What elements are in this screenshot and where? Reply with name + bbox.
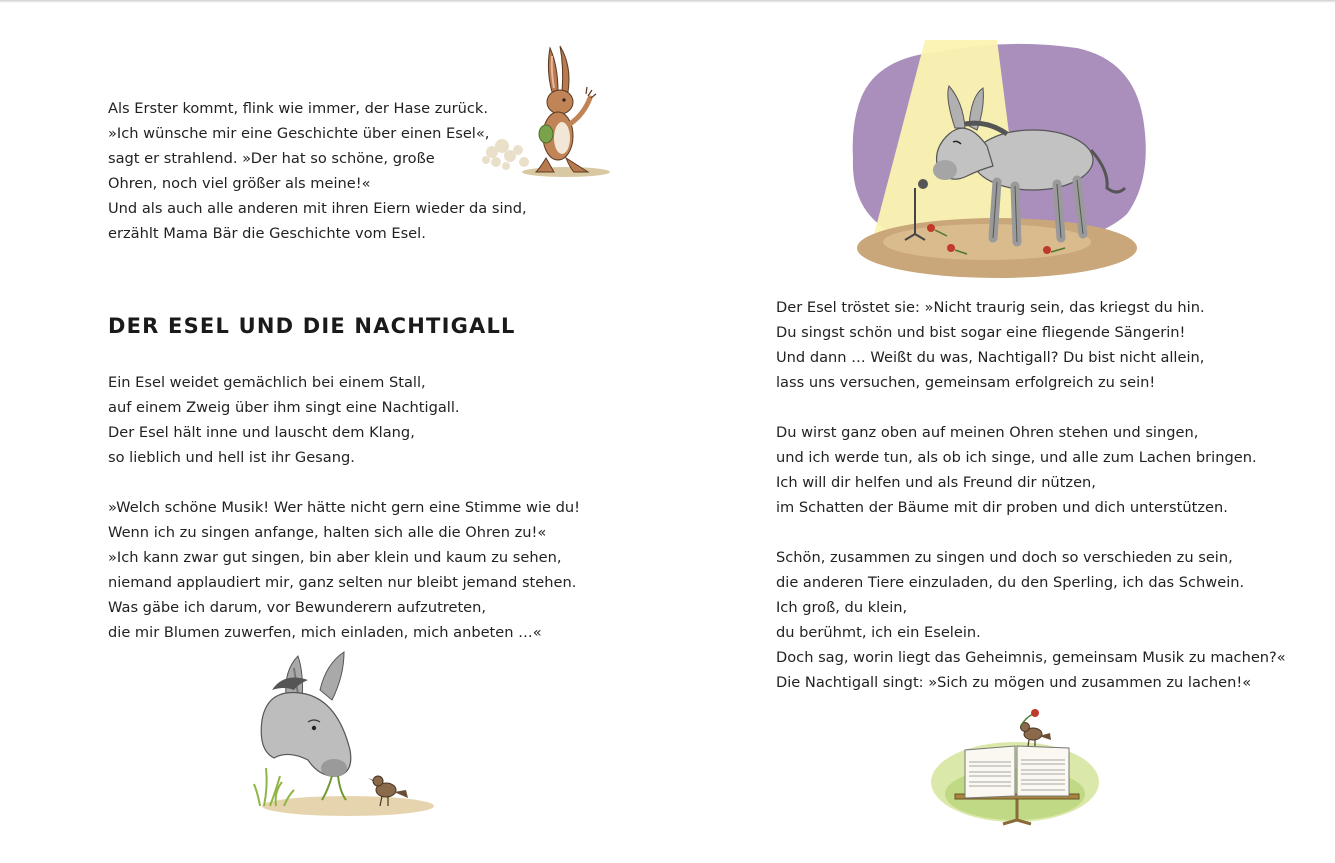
- verse-line: die anderen Tiere einzuladen, du den Sperling, ich das Schwein.: [776, 574, 1245, 591]
- verse-line: Die Nachtigall singt: »Sich zu mögen und zusammen zu lachen!«: [776, 674, 1252, 691]
- verse-line: auf einem Zweig über ihm singt eine Nachtigall.: [108, 399, 460, 416]
- intro-line: Ohren, noch viel größer als meine!«: [108, 175, 371, 192]
- intro-paragraph: [108, 96, 527, 246]
- verse-line: Schön, zusammen zu singen und doch so verschieden zu sein,: [776, 549, 1233, 566]
- verse-line: im Schatten der Bäume mit dir proben und dich unterstützen.: [776, 499, 1228, 516]
- story-title: DER ESEL UND DIE NACHTIGALL: [108, 314, 516, 338]
- verse-line: »Ich kann zwar gut singen, bin aber klein und kaum zu sehen,: [108, 549, 562, 566]
- verse-line: Ich groß, du klein,: [776, 599, 908, 616]
- verse-line: Und dann … Weißt du was, Nachtigall? Du bist nicht allein,: [776, 349, 1205, 366]
- donkey-on-stage-illustration: [847, 38, 1157, 280]
- right-page: [667, 0, 1335, 863]
- verse-line: Du wirst ganz oben auf meinen Ohren stehen und singen,: [776, 424, 1199, 441]
- verse-line: niemand applaudiert mir, ganz selten nur bleibt jemand stehen.: [108, 574, 577, 591]
- verse-line: Der Esel tröstet sie: »Nicht traurig sein, das kriegst du hin.: [776, 299, 1205, 316]
- verse-line: Du singst schön und bist sogar eine fliegende Sängerin!: [776, 324, 1186, 341]
- verse-line: Ich will dir helfen und als Freund dir nützen,: [776, 474, 1096, 491]
- verse-line: Doch sag, worin liegt das Geheimnis, gemeinsam Musik zu machen?«: [776, 649, 1286, 666]
- intro-line: sagt er strahlend. »Der hat so schöne, große: [108, 150, 435, 167]
- verse-line: lass uns versuchen, gemeinsam erfolgreich zu sein!: [776, 374, 1156, 391]
- verse-line: Was gäbe ich darum, vor Bewunderern aufzutreten,: [108, 599, 487, 616]
- verse-line: Der Esel hält inne und lauscht dem Klang,: [108, 424, 415, 441]
- verse-line: Wenn ich zu singen anfange, halten sich alle die Ohren zu!«: [108, 524, 547, 541]
- music-stand-illustration: [929, 710, 1103, 826]
- left-page: [0, 0, 667, 863]
- verse-line: und ich werde tun, als ob ich singe, und alle zum Lachen bringen.: [776, 449, 1257, 466]
- left-stanzas: [108, 370, 580, 645]
- hare-illustration: [474, 40, 614, 182]
- stanza-gap: [776, 395, 1286, 420]
- verse-line: so lieblich und hell ist ihr Gesang.: [108, 449, 355, 466]
- intro-line: Und als auch alle anderen mit ihren Eiern wieder da sind,: [108, 200, 527, 217]
- intro-line: erzählt Mama Bär die Geschichte vom Esel.: [108, 225, 426, 242]
- verse-line: die mir Blumen zuwerfen, mich einladen, mich anbeten …«: [108, 624, 542, 641]
- verse-line: »Welch schöne Musik! Wer hätte nicht gern eine Stimme wie du!: [108, 499, 580, 516]
- stanza-gap: [776, 520, 1286, 545]
- stanza-gap: [108, 470, 580, 495]
- verse-line: Ein Esel weidet gemächlich bei einem Stall,: [108, 374, 426, 391]
- intro-line: Als Erster kommt, flink wie immer, der Hase zurück.: [108, 100, 488, 117]
- donkey-and-nightingale-illustration: [254, 650, 434, 822]
- intro-line: »Ich wünsche mir eine Geschichte über einen Esel«,: [108, 125, 490, 142]
- verse-line: du berühmt, ich ein Eselein.: [776, 624, 981, 641]
- right-stanzas: [776, 295, 1286, 695]
